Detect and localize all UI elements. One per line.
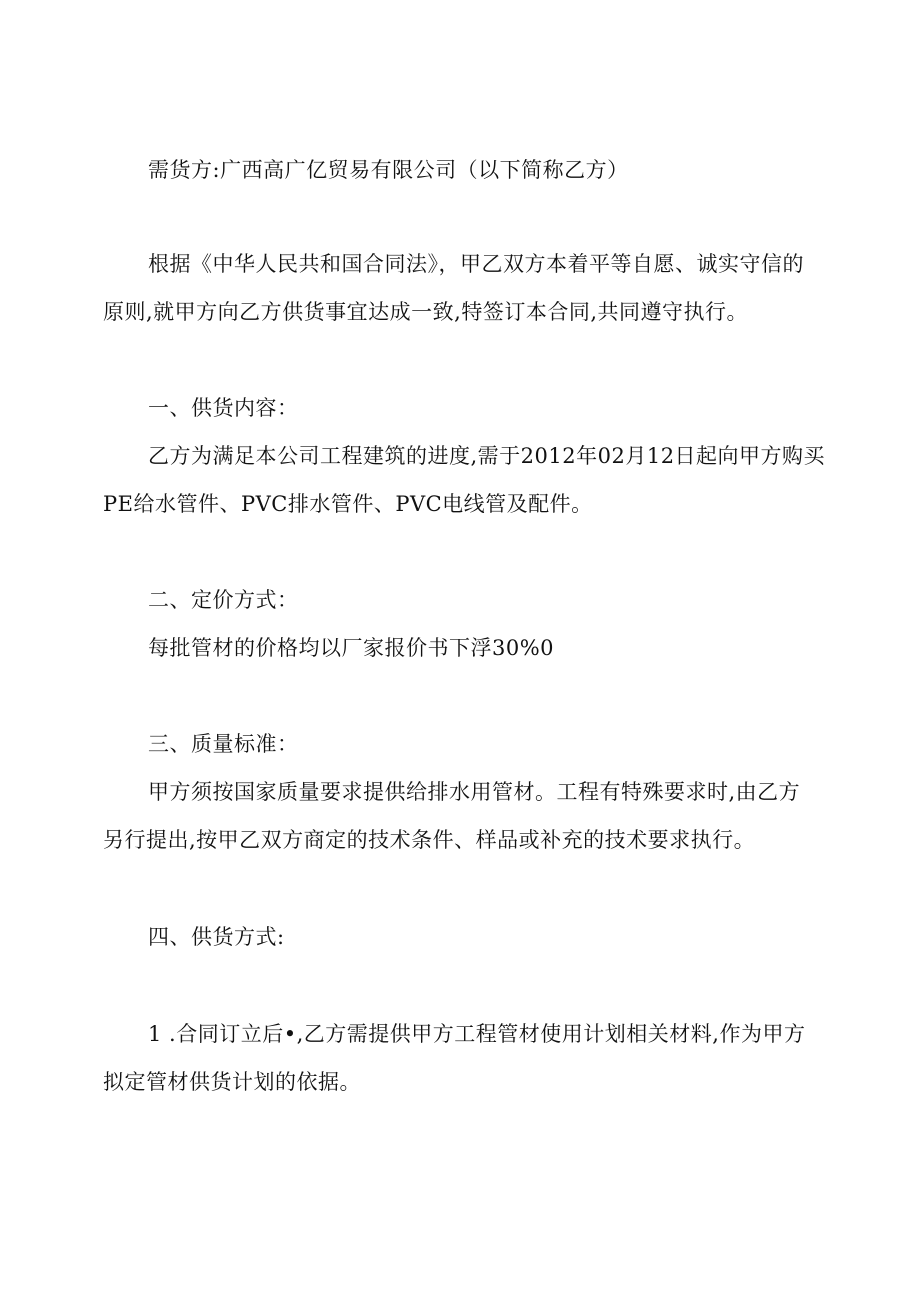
section-1-line-2: PE给水管件、PVC排水管件、PVC电线管及配件。 [103,492,593,516]
preamble-line-2: 原则,就甲方向乙方供货事宜达成一致,特签订本合同,共同遵守执行。 [103,300,749,324]
section-2-heading: 二、定价方式： [148,588,299,612]
section-1-heading: 一、供货内容： [148,396,299,420]
preamble-line-1: 根据《中华人民共和国合同法》，甲乙双方本着平等自愿、诚实守信的 [148,252,804,276]
section-3-line-2: 另行提出,按甲乙双方商定的技术条件、样品或补充的技术要求执行。 [103,828,756,852]
section-4-item-1-line-1: 1 .合同订立后•,乙方需提供甲方工程管材使用计划相关材料,作为甲方 [148,1022,806,1046]
section-4-item-1-line-2: 拟定管材供货计划的依据。 [103,1070,361,1094]
section-3-heading: 三、质量标准： [148,732,299,756]
section-4-heading: 四、供货方式: [148,925,285,949]
section-3-line-1: 甲方须按国家质量要求提供给排水用管材。工程有特殊要求时,由乙方 [148,780,801,804]
buyer-line: 需货方:广西高广亿贸易有限公司（以下简称乙方） [148,158,629,182]
section-1-line-1: 乙方为满足本公司工程建筑的进度,需于2012年02月12日起向甲方购买 [148,444,826,468]
section-2-line-1: 每批管材的价格均以厂家报价书下浮30%0 [148,636,555,660]
